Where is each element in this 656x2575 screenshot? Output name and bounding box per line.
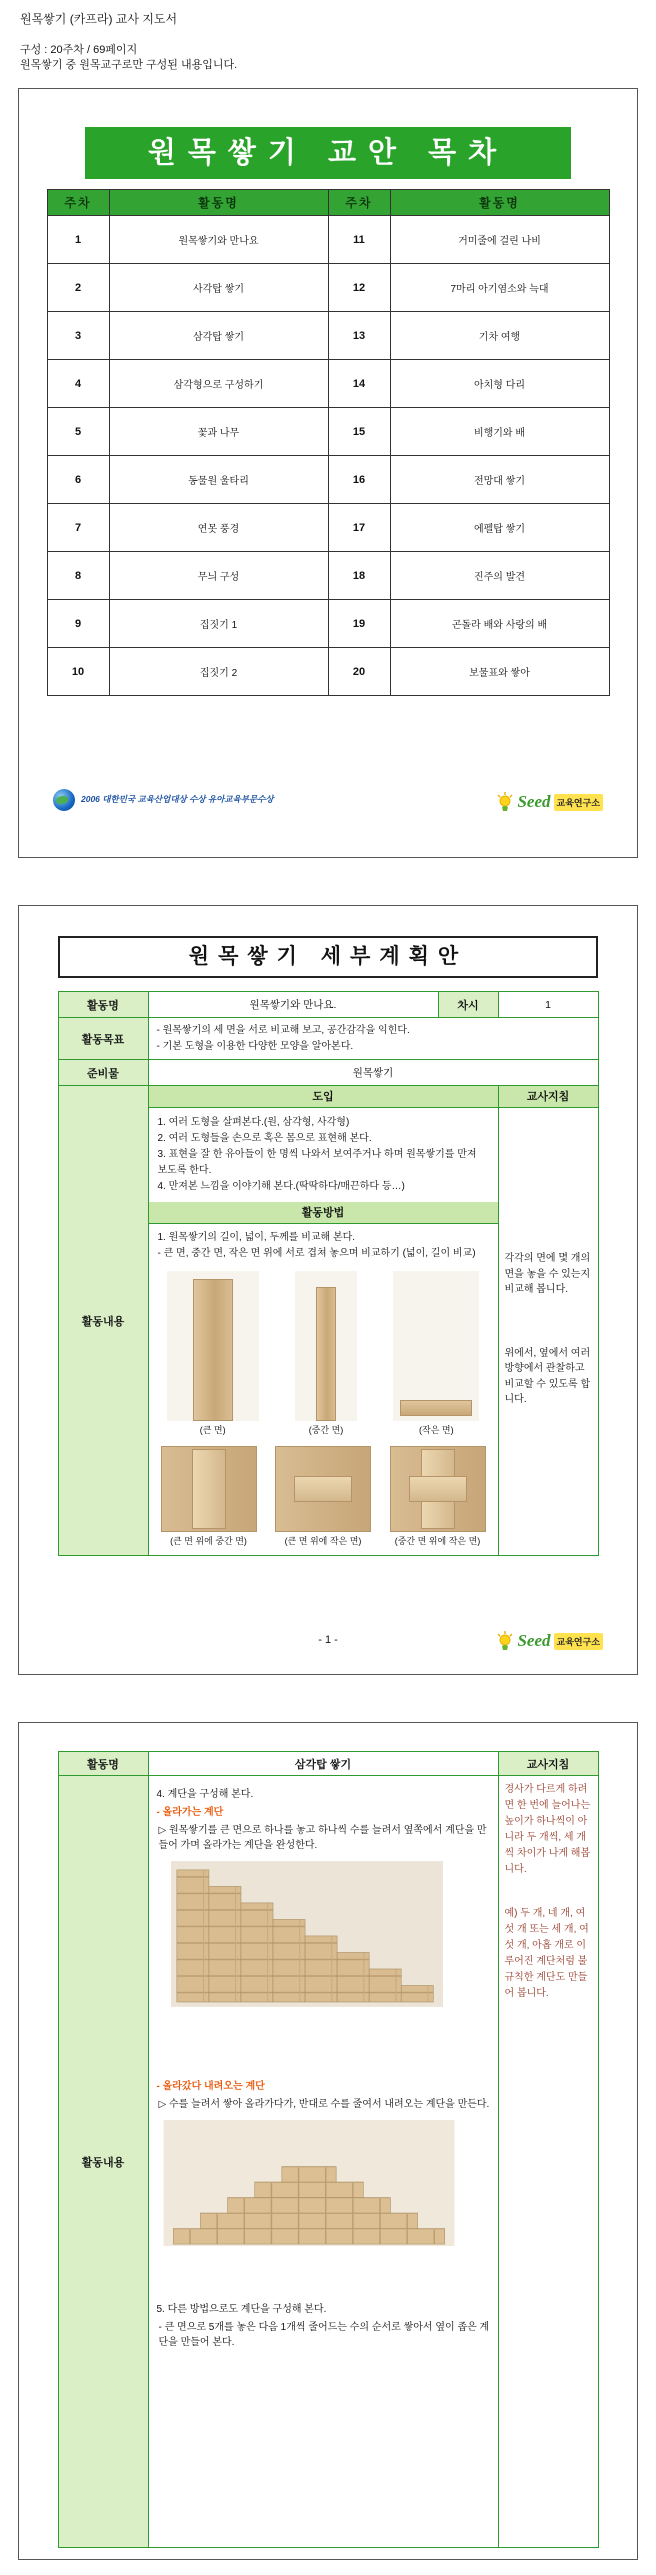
week-number: 18 — [328, 552, 390, 600]
session-value: 1 — [498, 992, 598, 1018]
activity-name: 아치형 다리 — [390, 360, 609, 408]
content-cell — [148, 1086, 498, 1556]
activity-name: 집짓기 2 — [109, 648, 328, 696]
photo-mid-small — [390, 1446, 486, 1547]
photo-small-face — [393, 1271, 479, 1436]
guide-note: 경사가 다르게 하려면 한 번에 늘어나는 높이가 하나씩이 아니라 두 개씩, 세 개씩 차이가 나게 해봅니다. — [504, 1784, 591, 1875]
photo-big-small — [275, 1446, 371, 1547]
photo-caption: (큰 면 위에 작은 면) — [284, 1536, 362, 1546]
week-number: 17 — [328, 504, 390, 552]
intro-line: 1. 여러 도형을 살펴본다.(원, 삼각형, 사각형) — [157, 1117, 350, 1128]
seed-logo — [496, 1630, 603, 1652]
up-down-stairs-subtitle: - 올라갔다 내려오는 계단 — [156, 2081, 265, 2092]
face-photos-row — [149, 1271, 498, 1436]
photo-caption: (큰 면 위에 중간 면) — [170, 1536, 247, 1546]
ascending-stairs-desc: ▷ 원목쌓기를 큰 면으로 하나를 놓고 하나씩 수를 늘려서 옆쪽에서 계단을 만들어 가며 올라가는 계단을 완성한다. — [158, 1825, 487, 1851]
table-row — [47, 408, 609, 456]
activity-name: 기차 여행 — [390, 312, 609, 360]
toc-header-week-right: 주차 — [328, 190, 390, 216]
seed-bulb-icon — [496, 791, 514, 813]
toc-header-activity-right: 활동명 — [390, 190, 609, 216]
week-number: 19 — [328, 600, 390, 648]
activity-name: 7마리 아기염소와 늑대 — [390, 264, 609, 312]
plan-row-materials — [58, 1060, 598, 1086]
intro-line: 4. 만져본 느낌을 이야기해 본다.(딱딱하다/매끈하다 등…) — [157, 1181, 405, 1192]
photo-caption: (작은 면) — [419, 1425, 454, 1435]
guide-note: 각각의 면에 몇 개의 면을 놓을 수 있는지 비교해 봅니다. — [504, 1253, 591, 1295]
guide-bar: 교사지침 — [499, 1086, 598, 1108]
label-activity: 활동명 — [58, 1752, 148, 1776]
week-number: 2 — [47, 264, 109, 312]
method-line: - 큰 면, 중간 면, 작은 면 위에 서로 겹쳐 놓으며 비교하기 (넓이, 길이 비교) — [157, 1247, 476, 1259]
award-logo — [53, 789, 274, 811]
toc-header-row — [47, 190, 609, 216]
week-number: 6 — [47, 456, 109, 504]
week-number: 10 — [47, 648, 109, 696]
activity-name: 원목쌓기와 만나요 — [109, 216, 328, 264]
week-number: 12 — [328, 264, 390, 312]
activity-name: 곤돌라 배와 사랑의 배 — [390, 600, 609, 648]
activity-body-row — [58, 1776, 598, 2548]
table-row — [47, 648, 609, 696]
wood-stack-photo — [390, 1446, 486, 1532]
activity-value: 원목쌓기와 만나요. — [148, 992, 438, 1018]
table-row — [47, 552, 609, 600]
activity-table — [58, 1751, 599, 2548]
step-5-text: 5. 다른 방법으로도 계단을 구성해 본다. — [156, 2304, 327, 2315]
toc-title: 원목쌓기 교안 목차 — [85, 127, 571, 179]
seed-bulb-icon — [496, 1630, 514, 1652]
activity-name: 집짓기 1 — [109, 600, 328, 648]
label-content: 활동내용 — [58, 1776, 148, 2548]
seed-brand: Seed — [517, 1631, 551, 1650]
method-text — [149, 1224, 498, 1267]
plan-table — [58, 991, 599, 1556]
ascending-stairs-photo — [171, 1861, 443, 2007]
photo-big-face — [167, 1271, 259, 1436]
seed-sub-label: 교육연구소 — [554, 1633, 603, 1650]
week-number: 16 — [328, 456, 390, 504]
doc-header — [20, 10, 237, 74]
week-number: 8 — [47, 552, 109, 600]
activity-name: 연못 풍경 — [109, 504, 328, 552]
table-row — [47, 600, 609, 648]
week-number: 1 — [47, 216, 109, 264]
wood-plank-photo — [295, 1271, 357, 1421]
wood-plank-photo — [167, 1271, 259, 1421]
table-row — [47, 264, 609, 312]
photo-caption: (중간 면) — [308, 1425, 344, 1435]
table-row — [47, 504, 609, 552]
table-row — [47, 312, 609, 360]
label-goal: 활동목표 — [58, 1018, 148, 1060]
table-row — [47, 216, 609, 264]
photo-mid-face — [295, 1271, 357, 1436]
table-row — [47, 456, 609, 504]
intro-line: 3. 표현을 잘 한 유아들이 한 명씩 나와서 보여주거나 하며 원목쌓기를 만져 보도록 한다. — [157, 1149, 477, 1176]
wood-stack-photo — [161, 1446, 257, 1532]
page-number: - 1 - — [318, 1634, 338, 1646]
pyramid-stairs-photo — [163, 2120, 455, 2246]
up-down-stairs-desc: ▷ 수를 늘려서 쌓아 올라가다가, 반대로 수를 줄여서 내려오는 계단을 만든다. — [158, 2099, 490, 2110]
label-materials: 준비물 — [58, 1060, 148, 1086]
activity-content — [148, 1776, 498, 2548]
page-3-activity — [18, 1722, 638, 2560]
week-number: 11 — [328, 216, 390, 264]
activity-name: 진주의 발견 — [390, 552, 609, 600]
doc-note: 원목쌓기 중 원목교구로만 구성된 내용입니다. — [20, 59, 238, 72]
toc-header-week-left: 주차 — [47, 190, 109, 216]
plan-row-content — [58, 1086, 598, 1556]
activity-name: 에펠탑 쌓기 — [390, 504, 609, 552]
toc-table — [47, 189, 610, 696]
seed-brand: Seed — [517, 792, 551, 811]
goal-line: - 기본 도형을 이용한 다양한 모양을 알아본다. — [156, 1040, 354, 1052]
stacked-photos-row — [149, 1446, 498, 1547]
photo-caption: (큰 면) — [199, 1425, 226, 1435]
activity-name: 사각탑 쌓기 — [109, 264, 328, 312]
activity-header-row — [58, 1752, 598, 1776]
intro-bar: 도입 — [149, 1086, 498, 1108]
toc-header-activity-left: 활동명 — [109, 190, 328, 216]
activity-name: 동물원 울타리 — [109, 456, 328, 504]
page-2-plan — [18, 905, 638, 1675]
week-number: 4 — [47, 360, 109, 408]
activity-title: 삼각탑 쌓기 — [148, 1752, 498, 1776]
plan-row-goal — [58, 1018, 598, 1060]
page-1-toc — [18, 88, 638, 858]
step-4-text: 4. 계단을 구성해 본다. — [156, 1789, 254, 1800]
intro-text — [149, 1108, 498, 1202]
method-bar: 활동방법 — [149, 1202, 498, 1224]
wood-stack-photo — [275, 1446, 371, 1532]
week-number: 9 — [47, 600, 109, 648]
week-number: 13 — [328, 312, 390, 360]
plan-title: 원목쌓기 세부계획안 — [58, 936, 598, 978]
intro-line: 2. 여러 도형들을 손으로 혹은 몸으로 표현해 본다. — [157, 1133, 372, 1144]
globe-icon — [53, 789, 75, 811]
seed-logo — [496, 791, 603, 813]
guide-note: 위에서, 옆에서 여러 방향에서 관찰하고 비교할 수 있도록 합니다. — [504, 1347, 591, 1405]
doc-title: 원목쌓기 (카프라) 교사 지도서 — [20, 12, 178, 26]
seed-sub-label: 교육연구소 — [554, 794, 603, 811]
label-content: 활동내용 — [58, 1086, 148, 1556]
goal-line: - 원목쌓기의 세 면을 서로 비교해 보고, 공간감각을 익힌다. — [156, 1025, 410, 1036]
week-number: 7 — [47, 504, 109, 552]
step-5-desc: - 큰 면으로 5개를 놓은 다음 1개씩 줄어드는 수의 순서로 쌓아서 옆이 좁은 계단을 만들어 본다. — [158, 2322, 490, 2348]
photo-big-mid — [161, 1446, 257, 1547]
award-text: 2006 대한민국 교육산업대상 수상 유아교육부문수상 — [81, 794, 274, 805]
activity-name: 보물표와 쌓아 — [390, 648, 609, 696]
ascending-stairs-subtitle: - 올라가는 계단 — [156, 1807, 224, 1818]
method-line: 1. 원목쌓기의 길이, 넓이, 두께를 비교해 본다. — [157, 1232, 356, 1243]
materials-value: 원목쌓기 — [148, 1060, 598, 1086]
goal-cell — [148, 1018, 598, 1060]
week-number: 15 — [328, 408, 390, 456]
week-number: 5 — [47, 408, 109, 456]
week-number: 14 — [328, 360, 390, 408]
guide-note: 예) 두 개, 네 개, 여섯 개 또는 세 개, 여섯 개, 아홉 개로 이루어진 계단처럼 불규칙한 계단도 만들어 봅니다. — [504, 1908, 589, 1999]
activity-name: 무늬 구성 — [109, 552, 328, 600]
week-number: 20 — [328, 648, 390, 696]
wood-plank-photo — [393, 1271, 479, 1421]
label-guide: 교사지침 — [498, 1752, 598, 1776]
teacher-guide-column — [498, 1086, 598, 1556]
activity-name: 삼각탑 쌓기 — [109, 312, 328, 360]
label-activity: 활동명 — [58, 992, 148, 1018]
label-session: 차시 — [438, 992, 498, 1018]
activity-name: 꽃과 나무 — [109, 408, 328, 456]
photo-caption: (중간 면 위에 작은 면) — [394, 1536, 481, 1546]
activity-name: 삼각형으로 구성하기 — [109, 360, 328, 408]
week-number: 3 — [47, 312, 109, 360]
activity-name: 전망대 쌓기 — [390, 456, 609, 504]
doc-composition: 구성 : 20주차 / 69페이지 — [20, 44, 138, 56]
activity-name: 비행기와 배 — [390, 408, 609, 456]
table-row — [47, 360, 609, 408]
activity-name: 거미줄에 걸린 나비 — [390, 216, 609, 264]
teacher-guide-column — [498, 1776, 598, 2548]
plan-row-activity — [58, 992, 598, 1018]
